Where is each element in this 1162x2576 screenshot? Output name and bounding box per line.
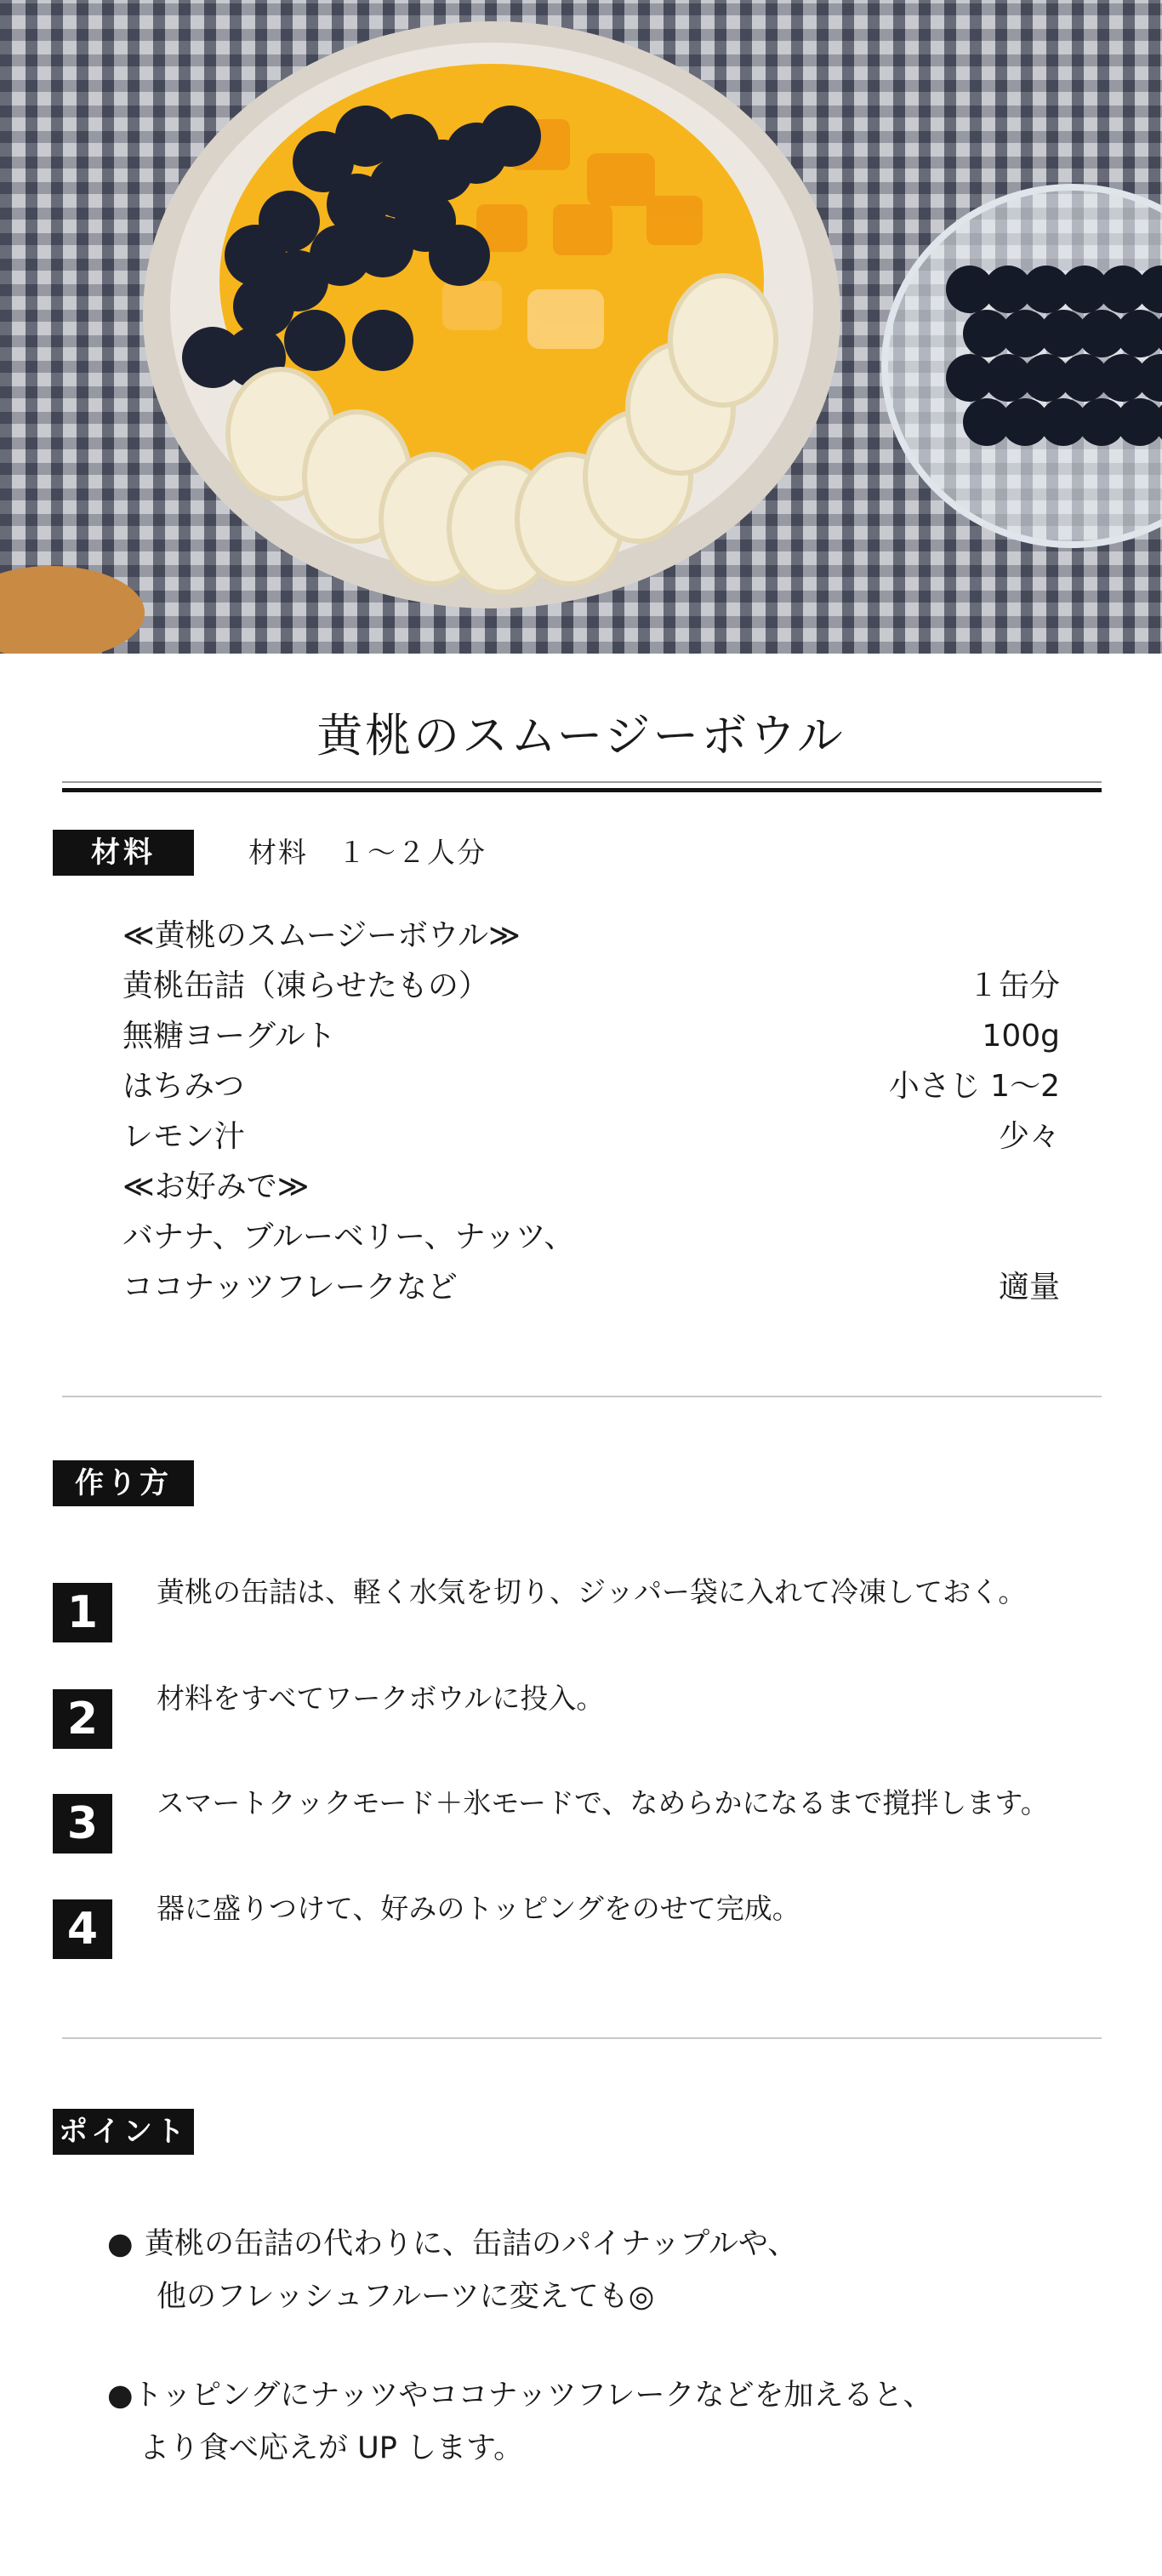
ingredient-name: レモン汁 [122,1119,246,1154]
ingredients-label: 材料 [53,830,194,876]
step-text: スマートクックモード＋氷モードで、なめらかになるまで撹拌します。 [157,1786,1049,1819]
glass-bowl-blueberries [946,266,1162,446]
step-text: 器に盛りつけて、好みのトッピングをのせて完成。 [157,1892,800,1925]
step-item [53,1681,1150,1745]
ingredient-name: バナナ、ブルーベリー、ナッツ、 [122,1219,575,1254]
step-number: 1 [53,1583,112,1642]
points-label: ポイント [53,2109,194,2155]
step-number: 2 [53,1689,112,1749]
blueberry [429,225,490,286]
section-divider [62,1396,1102,1397]
ingredient-qty: 適量 [998,1270,1060,1305]
wooden-spoon [0,566,145,654]
bullet-icon: ● [107,2379,134,2413]
blueberry [352,310,413,371]
step-item [53,1891,1150,1955]
banana-slice [670,276,776,405]
ingredient-row [122,1061,1060,1111]
ingredients-list [122,911,1060,1312]
ingredient-name: 無糖ヨーグルト [122,1019,336,1054]
step-number: 4 [53,1899,112,1959]
ingredient-name: はちみつ [122,1069,245,1104]
point-item [107,2369,932,2475]
section-divider [62,2037,1102,2039]
ingredient-qty: 小さじ 1～2 [888,1069,1060,1104]
smoothie-bowl-illustration [0,0,1162,654]
blueberry [378,114,439,175]
blueberry [480,106,541,167]
point-line: トッピングにナッツやココナッツフレークなどを加えると、 [133,2379,933,2413]
bullet-icon: ● [107,2227,134,2261]
ingredient-row [122,1262,1060,1312]
ingredient-qty: 少々 [998,1119,1060,1154]
ingredient-name: ≪お好みで≫ [122,1169,310,1204]
page-title: 黄桃のスムージーボウル [316,709,846,763]
method-label: 作り方 [53,1460,194,1506]
ingredient-name: 黄桃缶詰（凍らせたもの） [122,968,489,1003]
step-item [53,1785,1150,1847]
ingredient-name: ≪黄桃のスムージーボウル≫ [122,918,521,953]
blueberry [284,310,345,371]
point-item [107,2218,797,2323]
step-text: 黄桃の缶詰は、軽く水気を切り、ジッパー袋に入れて冷凍しておく。 [157,1575,1027,1608]
ingredient-qty: １缶分 [967,968,1060,1003]
ingredient-qty: 100g [982,1019,1060,1054]
ingredient-row [122,1111,1060,1162]
step-item [53,1574,1150,1636]
ingredient-row [122,961,1060,1011]
ingredient-name: ココナッツフレークなど [122,1270,458,1305]
ingredient-row [122,1011,1060,1061]
step-text: 材料をすべてワークボウルに投入。 [157,1682,605,1715]
hero-photo [0,0,1162,654]
point-line: より食べ応えが UP します。 [140,2431,524,2465]
ingredient-row [122,1212,1060,1262]
title-divider-thin [62,781,1102,783]
servings-text: 材料 １～２人分 [248,836,487,869]
ingredient-row [122,1162,1060,1212]
point-line: 他のフレッシュフルーツに変えても◎ [157,2280,655,2314]
point-line: 黄桃の缶詰の代わりに、缶詰のパイナップルや、 [145,2227,798,2261]
step-number: 3 [53,1794,112,1853]
blueberry [259,191,320,252]
blueberry [233,276,294,337]
ingredient-row [122,911,1060,961]
title-divider-thick [62,788,1102,792]
